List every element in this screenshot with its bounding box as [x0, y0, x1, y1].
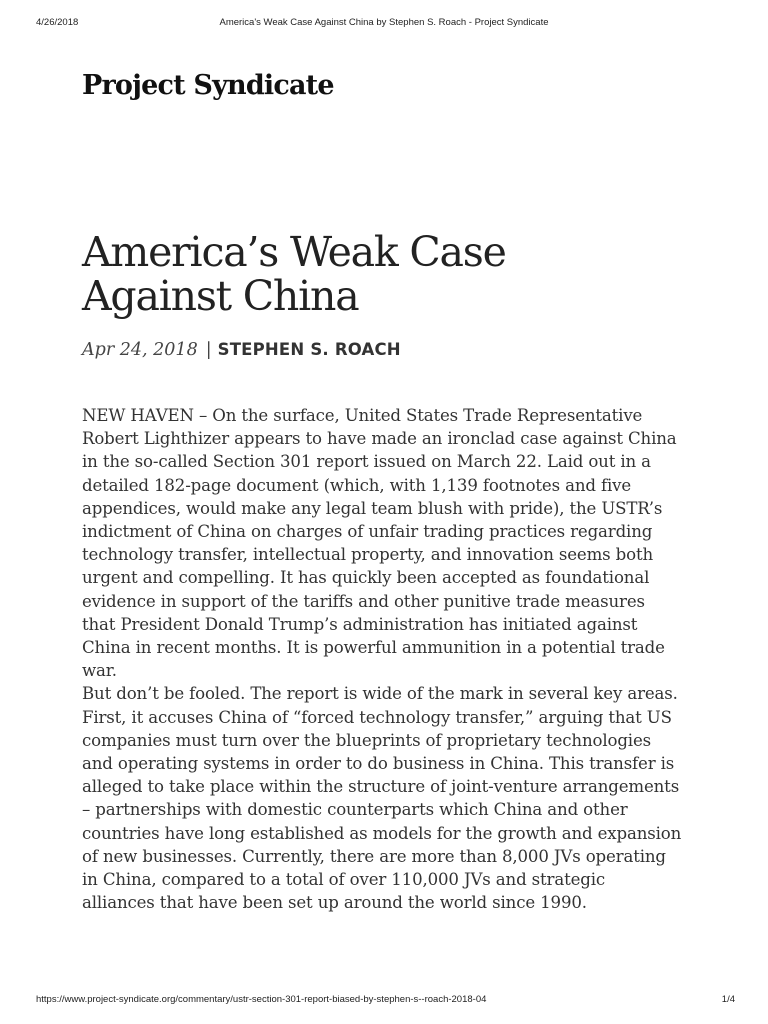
page-number: 1/4	[721, 994, 735, 1005]
article-paragraph: NEW HAVEN – On the surface, United States Trade Representative Robert Lighthizer appears to have made an ironclad case against China in the so-called Section 301 report issued on March 22. Laid out in a detailed 182-page document (which, with 1,139 footnotes and five appendices, would make any legal team blush with pride), the USTR’s indictment of China on charges of unfair trading practices regarding technology transfer, intellectual property, and innovation seems both urgent and compelling. It has quickly been accepted as foundational evidence in support of the tariffs and other punitive trade measures that President Donald Trump’s administration has initiated against China in recent months. It is powerful ammunition in a potential trade war.	[82, 406, 677, 681]
print-header	[0, 17, 768, 29]
print-date: 4/26/2018	[36, 17, 79, 28]
print-url: https://www.project-syndicate.org/commentary/ustr-section-301-report-biased-by-stephen-s--roach-2018-04	[36, 994, 487, 1005]
headline-line-2: Against China	[82, 272, 359, 320]
article-body	[82, 404, 682, 914]
byline-separator: |	[205, 340, 212, 360]
print-document-title: America's Weak Case Against China by Stephen S. Roach - Project Syndicate	[219, 17, 549, 28]
print-footer	[0, 994, 768, 1006]
author-name[interactable]: STEPHEN S. ROACH	[217, 340, 401, 359]
article-byline	[82, 339, 401, 360]
article-headline	[82, 230, 702, 318]
publish-date: Apr 24, 2018	[82, 340, 198, 360]
article-paragraph: But don’t be fooled. The report is wide of the mark in several key areas. First, it accuses China of “forced technology transfer,” arguing that US companies must turn over the blueprints of proprietary technologies and operating systems in order to do business in China. This transfer is alleged to take place within the structure of joint-venture arrangements – partnerships with domestic counterparts which China and other countries have long established as models for the growth and expansion of new businesses. Currently, there are more than 8,000 JVs operating in China, compared to a total of over 110,000 JVs and strategic alliances that have been set up around the world since 1990.	[82, 684, 682, 913]
site-logo[interactable]: Project Syndicate	[82, 70, 334, 101]
headline-line-1: America’s Weak Case	[82, 228, 506, 276]
